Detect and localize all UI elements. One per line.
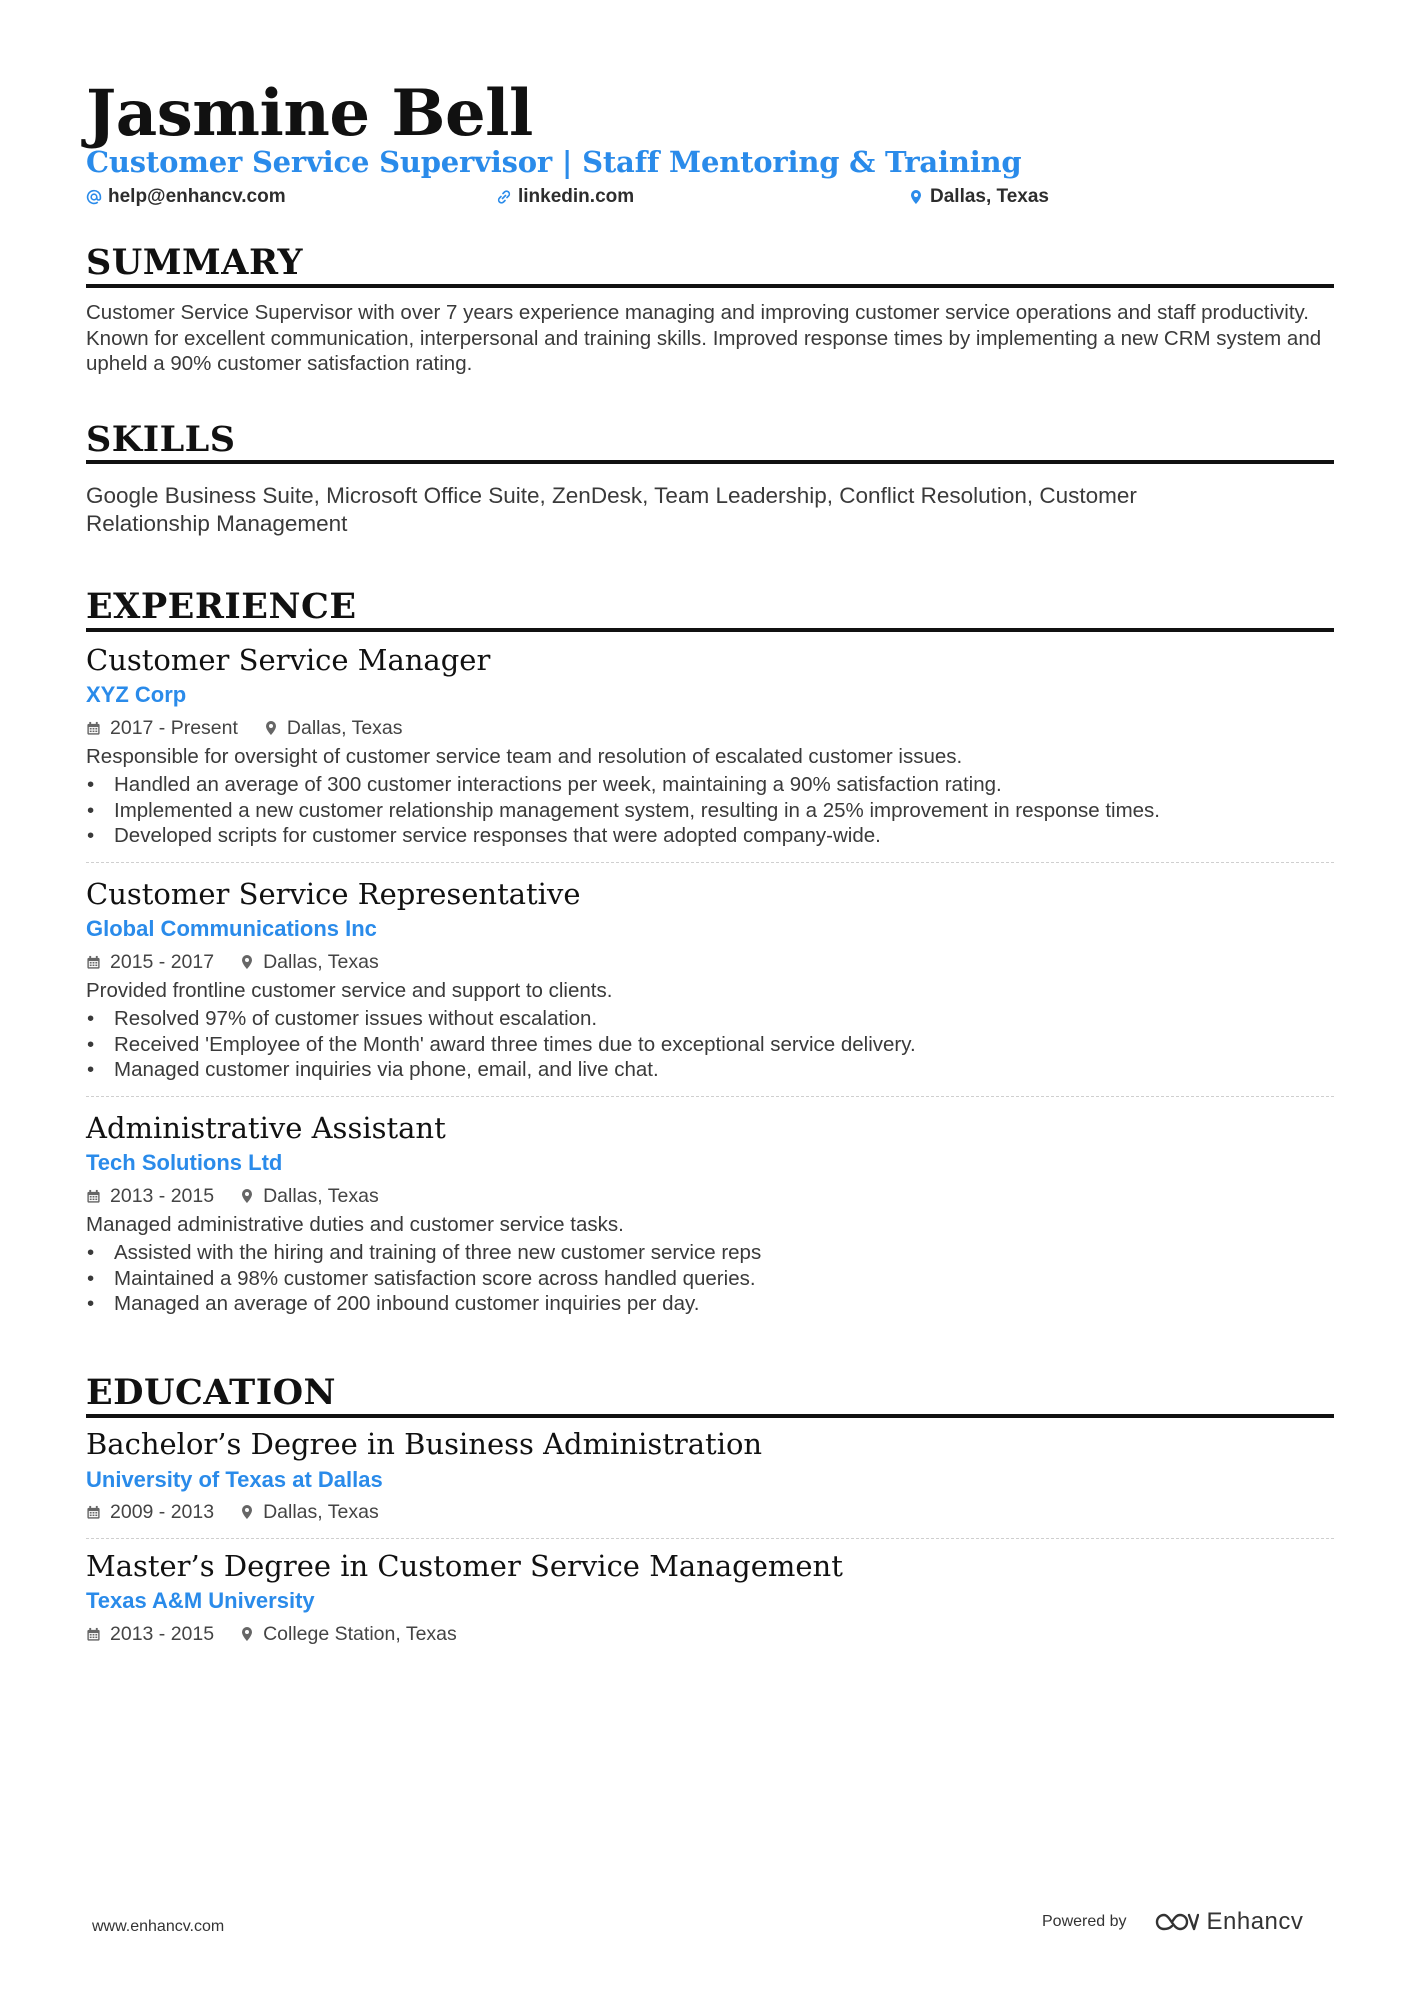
list-item: • Implemented a new customer relationship management system, resulting in a 25% improvement in response times. <box>86 798 1334 824</box>
education-meta <box>86 1622 457 1646</box>
list-item: • Received 'Employee of the Month' award three times due to exceptional service delivery. <box>86 1032 1334 1058</box>
calendar-icon <box>86 1189 101 1204</box>
contact-email[interactable] <box>86 186 286 208</box>
job-bullets <box>86 1006 1334 1083</box>
job-dates: 2013 - 2015 <box>110 1185 215 1207</box>
experience-heading: EXPERIENCE <box>86 586 357 627</box>
enhancv-logo[interactable] <box>1153 1908 1304 1936</box>
list-item: • Maintained a 98% customer satisfaction score across handled queries. <box>86 1266 1334 1292</box>
contact-bar <box>86 186 1334 210</box>
skills-rule <box>86 460 1334 464</box>
job-role: Customer Service Manager <box>86 643 491 677</box>
degree-title: Bachelor’s Degree in Business Administration <box>86 1427 763 1461</box>
at-icon <box>86 189 102 205</box>
brand-name: Enhancv <box>1206 1908 1304 1935</box>
experience-rule <box>86 628 1334 632</box>
education-rule <box>86 1414 1334 1418</box>
job-meta <box>86 1184 379 1208</box>
list-item: • Resolved 97% of customer issues without escalation. <box>86 1006 1334 1032</box>
skills-heading: SKILLS <box>86 419 236 460</box>
job-description: Responsible for oversight of customer service team and resolution of escalated customer issues. <box>86 745 963 768</box>
enhancv-logo-icon <box>1153 1910 1199 1934</box>
location-pin-icon <box>240 1626 254 1642</box>
education-dates: 2009 - 2013 <box>110 1501 215 1523</box>
list-item: • Assisted with the hiring and training of three new customer service reps <box>86 1240 1334 1266</box>
calendar-icon <box>86 1505 101 1520</box>
job-dates: 2017 - Present <box>110 717 238 739</box>
footer-website[interactable]: www.enhancv.com <box>92 1918 225 1935</box>
job-location: Dallas, Texas <box>263 1185 379 1207</box>
linkedin-text: linkedin.com <box>518 186 635 207</box>
degree-title: Master’s Degree in Customer Service Management <box>86 1549 843 1583</box>
education-divider <box>86 1538 1334 1539</box>
candidate-name: Jasmine Bell <box>86 76 533 151</box>
contact-linkedin[interactable] <box>496 186 634 208</box>
job-description: Provided frontline customer service and support to clients. <box>86 979 613 1002</box>
education-heading: EDUCATION <box>86 1372 337 1413</box>
list-item: • Developed scripts for customer service responses that were adopted company-wide. <box>86 823 1334 849</box>
school-name[interactable]: Texas A&M University <box>86 1588 315 1613</box>
calendar-icon <box>86 721 101 736</box>
list-item: • Handled an average of 300 customer interactions per week, maintaining a 90% satisfaction rating. <box>86 772 1334 798</box>
list-item: • Managed customer inquiries via phone, email, and live chat. <box>86 1057 1334 1083</box>
summary-heading: SUMMARY <box>86 242 303 283</box>
job-meta <box>86 950 379 974</box>
list-item: • Managed an average of 200 inbound customer inquiries per day. <box>86 1291 1334 1317</box>
location-text: Dallas, Texas <box>930 186 1050 207</box>
calendar-icon <box>86 955 101 970</box>
candidate-headline: Customer Service Supervisor | Staff Mentoring & Training <box>86 145 1022 179</box>
powered-by-label: Powered by <box>1042 1913 1127 1930</box>
location-pin-icon <box>264 720 278 736</box>
skills-text: Google Business Suite, Microsoft Office Suite, ZenDesk, Team Leadership, Conflict Resolution, Customer Relationship Management <box>86 483 1137 536</box>
location-pin-icon <box>240 954 254 970</box>
job-role: Customer Service Representative <box>86 877 581 911</box>
job-divider <box>86 1096 1334 1097</box>
location-pin-icon <box>908 189 924 205</box>
job-meta <box>86 716 403 740</box>
job-company[interactable]: Global Communications Inc <box>86 916 377 941</box>
job-location: Dallas, Texas <box>286 717 403 739</box>
location-pin-icon <box>240 1504 254 1520</box>
job-bullets <box>86 772 1334 849</box>
job-bullets <box>86 1240 1334 1317</box>
job-divider <box>86 862 1334 863</box>
job-dates: 2015 - 2017 <box>110 951 215 973</box>
email-text: help@enhancv.com <box>108 186 286 207</box>
summary-rule <box>86 284 1334 288</box>
education-location: College Station, Texas <box>263 1623 457 1645</box>
location-pin-icon <box>240 1188 254 1204</box>
job-company[interactable]: XYZ Corp <box>86 682 187 707</box>
summary-text: Customer Service Supervisor with over 7 years experience managing and improving customer service operations and staff productivity. Known for excellent communication, interpersonal and training skills. Improved response times by implementing a new CRM system and upheld a 90% customer satisfaction rating. <box>86 301 1322 375</box>
calendar-icon <box>86 1627 101 1642</box>
education-dates: 2013 - 2015 <box>110 1623 215 1645</box>
footer-branding <box>1042 1908 1303 1936</box>
job-description: Managed administrative duties and customer service tasks. <box>86 1213 624 1236</box>
education-meta <box>86 1500 379 1524</box>
job-role: Administrative Assistant <box>86 1111 446 1145</box>
job-location: Dallas, Texas <box>263 951 379 973</box>
education-location: Dallas, Texas <box>263 1501 379 1523</box>
job-company[interactable]: Tech Solutions Ltd <box>86 1150 283 1175</box>
link-icon <box>496 189 512 205</box>
school-name[interactable]: University of Texas at Dallas <box>86 1467 383 1492</box>
contact-location <box>908 186 1049 208</box>
